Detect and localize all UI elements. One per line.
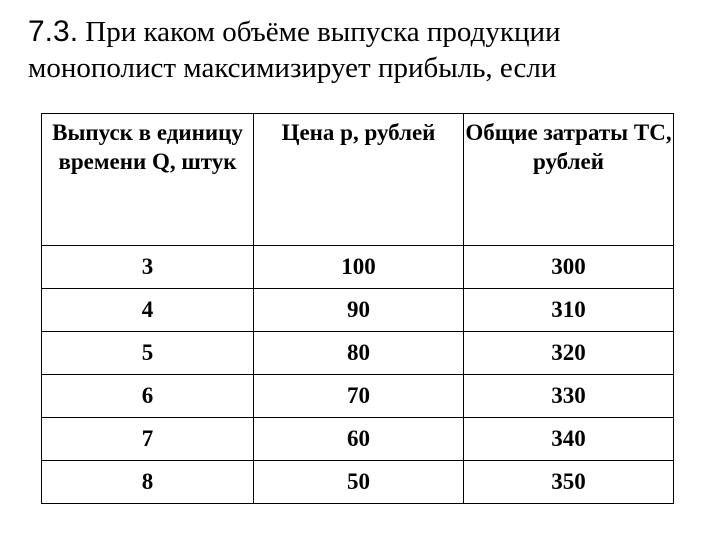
header-output: Выпуск в единицу времени Q, штук: [42, 114, 254, 246]
table-row: [42, 246, 674, 289]
problem-number: 7.3.: [28, 15, 79, 48]
cell-total-cost: 350: [464, 461, 674, 504]
table-row: [42, 418, 674, 461]
cell-total-cost: 340: [464, 418, 674, 461]
cell-output: 7: [42, 418, 254, 461]
problem-title: [28, 14, 708, 86]
cell-price: 60: [254, 418, 464, 461]
cell-total-cost: 320: [464, 332, 674, 375]
cell-total-cost: 330: [464, 375, 674, 418]
cell-price: 90: [254, 289, 464, 332]
cell-output: 8: [42, 461, 254, 504]
cell-total-cost: 300: [464, 246, 674, 289]
table-row: [42, 332, 674, 375]
header-price: Цена р, рублей: [254, 114, 464, 246]
cell-price: 100: [254, 246, 464, 289]
cell-price: 80: [254, 332, 464, 375]
cell-total-cost: 310: [464, 289, 674, 332]
cell-output: 3: [42, 246, 254, 289]
header-total-cost: Общие затраты ТС, рублей: [464, 114, 674, 246]
cell-output: 5: [42, 332, 254, 375]
cell-output: 4: [42, 289, 254, 332]
table-row: [42, 375, 674, 418]
problem-text: При каком объёме выпуска продукции монополист максимизирует прибыль, если: [28, 16, 561, 84]
cell-output: 6: [42, 375, 254, 418]
table-row: [42, 461, 674, 504]
cell-price: 70: [254, 375, 464, 418]
table-header-row: [42, 114, 674, 246]
table-row: [42, 289, 674, 332]
cell-price: 50: [254, 461, 464, 504]
data-table: [41, 113, 674, 504]
